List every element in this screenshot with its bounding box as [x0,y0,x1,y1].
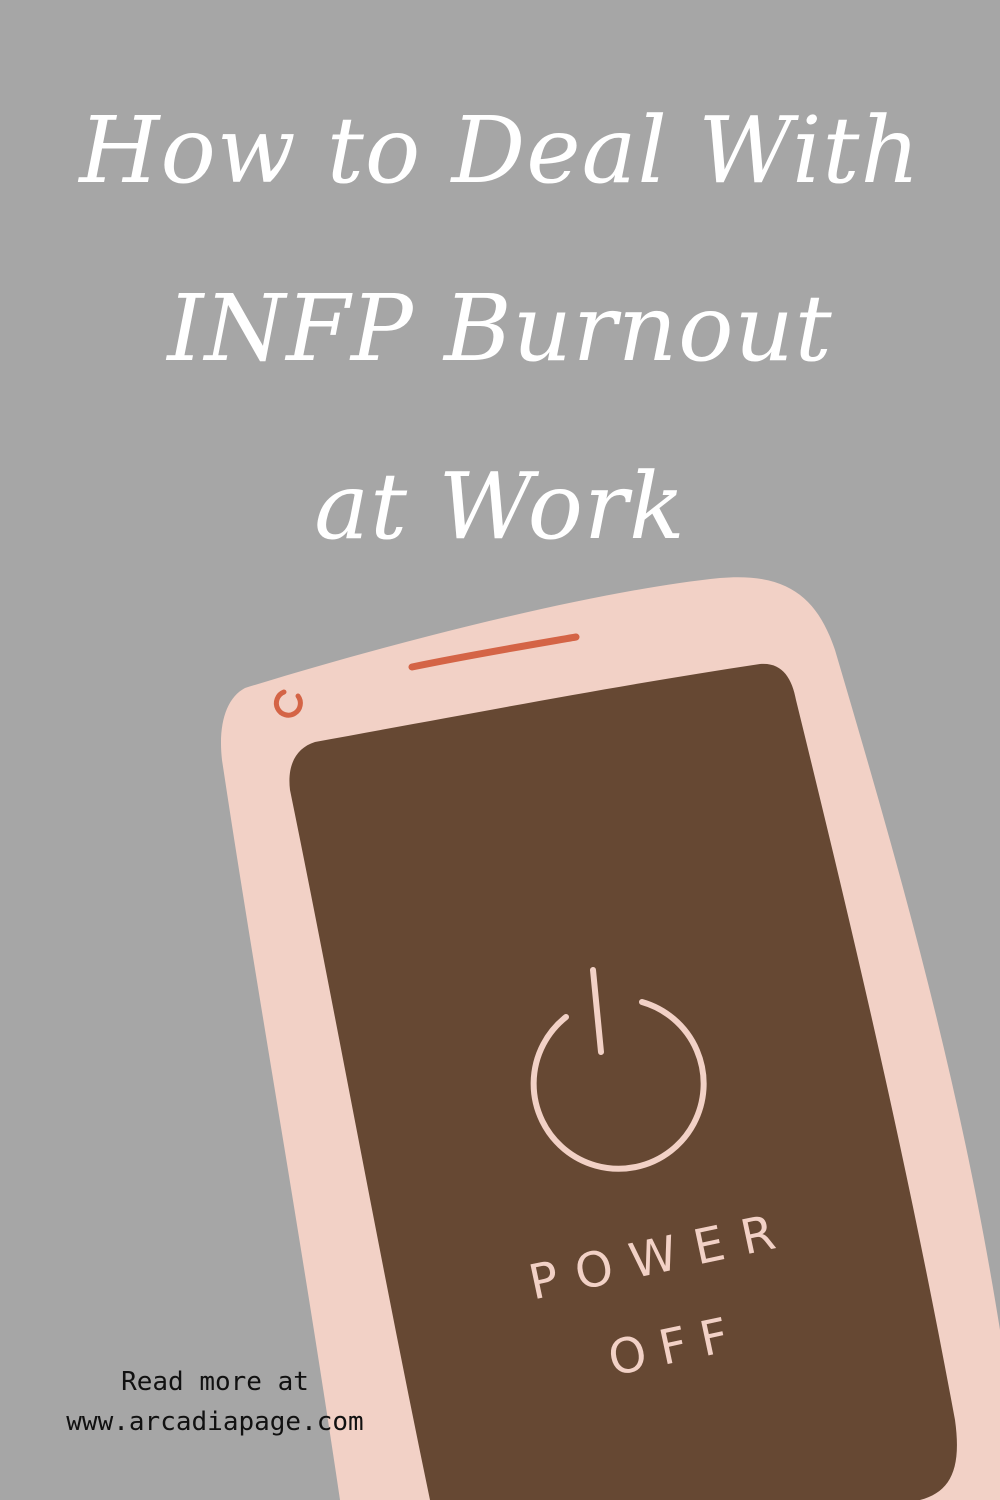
footer-website-link[interactable]: www.arcadiapage.com [66,1407,364,1437]
screen-text-power: POWER [523,1200,798,1312]
title-line-3: at Work [314,453,686,560]
title-line-1: How to Deal With [79,97,921,204]
footer-read-more: Read more at [121,1367,309,1397]
screen-text-off: OFF [603,1304,748,1388]
footer-credit [40,1362,390,1442]
title-line-2: INFP Burnout [167,275,833,382]
